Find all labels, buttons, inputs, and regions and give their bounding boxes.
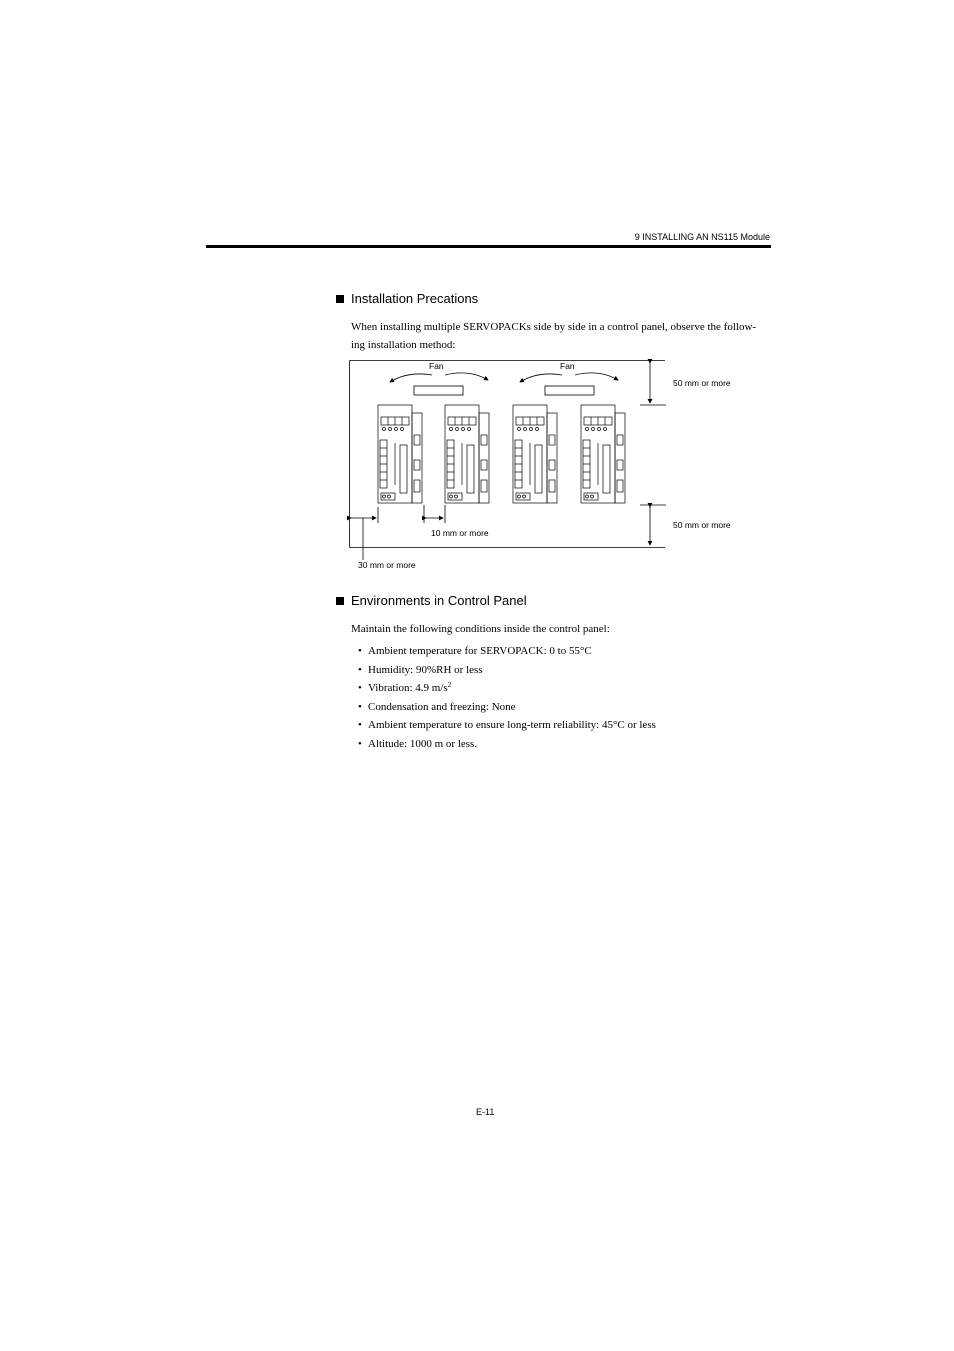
servopack-1 bbox=[378, 405, 422, 503]
section-title-text: Installation Precations bbox=[351, 291, 479, 306]
installation-intro bbox=[351, 318, 771, 354]
fan-label-left: Fan bbox=[429, 361, 444, 371]
wall-gap-label: 30 mm or more bbox=[358, 560, 416, 570]
list-item: • Ambient temperature for SERVOPACK: 0 to 55°C bbox=[358, 645, 592, 657]
list-item: • Ambient temperature to ensure long-term reliability: 45°C or less bbox=[358, 719, 656, 732]
header-rule bbox=[206, 245, 771, 248]
servopack-3 bbox=[513, 405, 557, 503]
bottom-clearance-label: 50 mm or more bbox=[673, 520, 731, 530]
list-item: • Condensation and freezing: None bbox=[358, 700, 516, 713]
fan-label-right: Fan bbox=[560, 361, 575, 371]
square-bullet-icon bbox=[336, 597, 344, 605]
square-bullet-icon bbox=[336, 295, 344, 303]
running-head: 9 INSTALLING AN NS115 Module bbox=[634, 232, 770, 242]
top-clearance-label: 50 mm or more bbox=[673, 378, 731, 388]
page-number: E-11 bbox=[476, 1107, 495, 1117]
bullet-dot-icon: • bbox=[358, 682, 362, 695]
wall-gap-dimension bbox=[351, 507, 378, 560]
section-title-installation bbox=[336, 291, 478, 306]
control-panel-outline bbox=[350, 361, 666, 548]
bullet-dot-icon: • bbox=[358, 663, 362, 676]
section-title-environments bbox=[336, 593, 527, 608]
servopack-2 bbox=[445, 405, 489, 503]
intro-line-1: When installing multiple SERVOPACKs side by side in a control panel, observe the follow- bbox=[351, 321, 757, 333]
servopack-4 bbox=[581, 405, 625, 503]
section-title-text: Environments in Control Panel bbox=[351, 593, 527, 608]
intro-line-2: ing installation method: bbox=[351, 339, 456, 351]
bullet-dot-icon: • bbox=[358, 719, 362, 732]
side-gap-dimension bbox=[424, 505, 445, 523]
fan-left bbox=[390, 373, 488, 395]
list-item: • Altitude: 1000 m or less. bbox=[358, 737, 478, 750]
environment-conditions-list bbox=[358, 645, 656, 757]
installation-diagram bbox=[340, 355, 760, 580]
bullet-dot-icon: • bbox=[358, 737, 362, 750]
side-gap-label: 10 mm or more bbox=[431, 528, 489, 538]
list-item: • Humidity: 90%RH or less bbox=[358, 663, 483, 676]
top-clearance-dimension bbox=[640, 363, 666, 405]
fan-right bbox=[520, 373, 618, 395]
bottom-clearance-dimension bbox=[640, 505, 666, 545]
bullet-dot-icon: • bbox=[358, 645, 362, 657]
list-item: • Vibration: 4.9 $m/s^2$ bbox=[358, 681, 452, 695]
bullet-dot-icon: • bbox=[358, 700, 362, 713]
superscript: 2 bbox=[447, 681, 452, 690]
environment-intro: Maintain the following conditions inside the control panel: bbox=[351, 623, 610, 635]
